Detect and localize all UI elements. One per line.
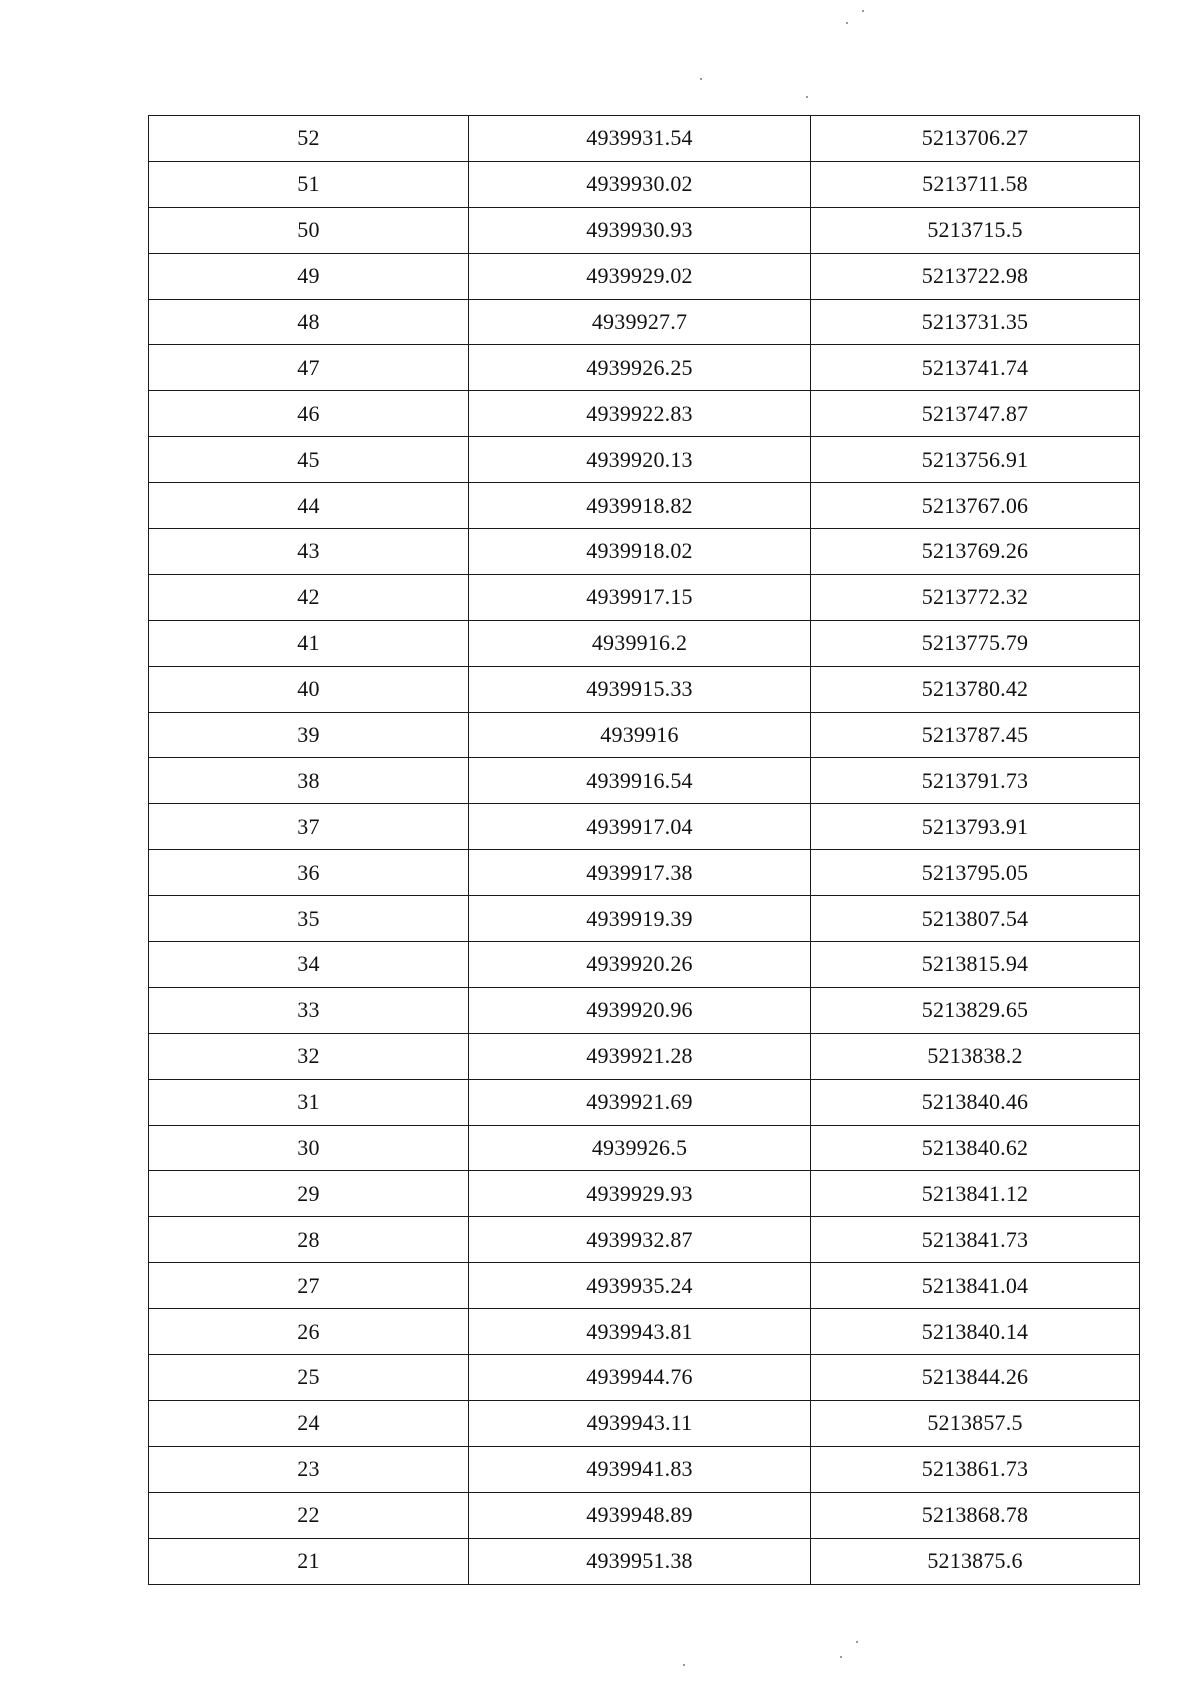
x-coordinate-cell: 4939943.11 (469, 1400, 811, 1446)
point-number-cell: 47 (149, 345, 469, 391)
point-number-cell: 27 (149, 1263, 469, 1309)
table-row (149, 207, 1140, 253)
point-number-cell: 52 (149, 116, 469, 162)
table-row (149, 253, 1140, 299)
point-number-cell: 51 (149, 161, 469, 207)
table-row (149, 1171, 1140, 1217)
point-number-cell: 28 (149, 1217, 469, 1263)
y-coordinate-cell: 5213815.94 (811, 942, 1140, 988)
point-number-cell: 22 (149, 1492, 469, 1538)
y-coordinate-cell: 5213787.45 (811, 712, 1140, 758)
point-number-cell: 23 (149, 1446, 469, 1492)
y-coordinate-cell: 5213857.5 (811, 1400, 1140, 1446)
x-coordinate-cell: 4939931.54 (469, 116, 811, 162)
x-coordinate-cell: 4939917.15 (469, 574, 811, 620)
x-coordinate-cell: 4939921.69 (469, 1079, 811, 1125)
x-coordinate-cell: 4939920.13 (469, 437, 811, 483)
point-number-cell: 45 (149, 437, 469, 483)
x-coordinate-cell: 4939951.38 (469, 1538, 811, 1584)
y-coordinate-cell: 5213731.35 (811, 299, 1140, 345)
y-coordinate-cell: 5213841.73 (811, 1217, 1140, 1263)
y-coordinate-cell: 5213795.05 (811, 850, 1140, 896)
x-coordinate-cell: 4939918.82 (469, 483, 811, 529)
y-coordinate-cell: 5213722.98 (811, 253, 1140, 299)
table-row (149, 987, 1140, 1033)
y-coordinate-cell: 5213807.54 (811, 896, 1140, 942)
point-number-cell: 34 (149, 942, 469, 988)
x-coordinate-cell: 4939919.39 (469, 896, 811, 942)
table-row (149, 1217, 1140, 1263)
point-number-cell: 43 (149, 529, 469, 575)
y-coordinate-cell: 5213791.73 (811, 758, 1140, 804)
point-number-cell: 41 (149, 620, 469, 666)
x-coordinate-cell: 4939918.02 (469, 529, 811, 575)
table-row (149, 1492, 1140, 1538)
table-row (149, 437, 1140, 483)
y-coordinate-cell: 5213829.65 (811, 987, 1140, 1033)
point-number-cell: 48 (149, 299, 469, 345)
scan-speck (846, 22, 848, 24)
y-coordinate-cell: 5213769.26 (811, 529, 1140, 575)
y-coordinate-cell: 5213772.32 (811, 574, 1140, 620)
table-row (149, 758, 1140, 804)
x-coordinate-cell: 4939917.38 (469, 850, 811, 896)
table-row (149, 1355, 1140, 1401)
table-row (149, 161, 1140, 207)
table-row (149, 1125, 1140, 1171)
table-row (149, 620, 1140, 666)
x-coordinate-cell: 4939920.26 (469, 942, 811, 988)
point-number-cell: 49 (149, 253, 469, 299)
table-row (149, 574, 1140, 620)
point-number-cell: 50 (149, 207, 469, 253)
y-coordinate-cell: 5213844.26 (811, 1355, 1140, 1401)
table-row (149, 1400, 1140, 1446)
point-number-cell: 29 (149, 1171, 469, 1217)
table-row (149, 896, 1140, 942)
x-coordinate-cell: 4939932.87 (469, 1217, 811, 1263)
table-row (149, 804, 1140, 850)
x-coordinate-cell: 4939920.96 (469, 987, 811, 1033)
x-coordinate-cell: 4939927.7 (469, 299, 811, 345)
y-coordinate-cell: 5213861.73 (811, 1446, 1140, 1492)
x-coordinate-cell: 4939916.2 (469, 620, 811, 666)
y-coordinate-cell: 5213840.14 (811, 1309, 1140, 1355)
scan-speck (806, 96, 808, 98)
table-row (149, 712, 1140, 758)
point-number-cell: 24 (149, 1400, 469, 1446)
point-number-cell: 35 (149, 896, 469, 942)
table-row (149, 1446, 1140, 1492)
point-number-cell: 37 (149, 804, 469, 850)
y-coordinate-cell: 5213840.62 (811, 1125, 1140, 1171)
x-coordinate-cell: 4939929.02 (469, 253, 811, 299)
point-number-cell: 40 (149, 666, 469, 712)
x-coordinate-cell: 4939935.24 (469, 1263, 811, 1309)
table-row (149, 1309, 1140, 1355)
x-coordinate-cell: 4939916 (469, 712, 811, 758)
x-coordinate-cell: 4939926.5 (469, 1125, 811, 1171)
x-coordinate-cell: 4939948.89 (469, 1492, 811, 1538)
y-coordinate-cell: 5213706.27 (811, 116, 1140, 162)
y-coordinate-cell: 5213780.42 (811, 666, 1140, 712)
x-coordinate-cell: 4939922.83 (469, 391, 811, 437)
table-row (149, 345, 1140, 391)
point-number-cell: 30 (149, 1125, 469, 1171)
table-row (149, 1079, 1140, 1125)
point-number-cell: 36 (149, 850, 469, 896)
point-number-cell: 32 (149, 1033, 469, 1079)
y-coordinate-cell: 5213868.78 (811, 1492, 1140, 1538)
y-coordinate-cell: 5213747.87 (811, 391, 1140, 437)
table-row (149, 483, 1140, 529)
point-number-cell: 39 (149, 712, 469, 758)
coordinates-table-body (149, 116, 1140, 1585)
y-coordinate-cell: 5213756.91 (811, 437, 1140, 483)
x-coordinate-cell: 4939930.93 (469, 207, 811, 253)
y-coordinate-cell: 5213841.12 (811, 1171, 1140, 1217)
table-row (149, 299, 1140, 345)
y-coordinate-cell: 5213793.91 (811, 804, 1140, 850)
y-coordinate-cell: 5213840.46 (811, 1079, 1140, 1125)
table-row (149, 1263, 1140, 1309)
x-coordinate-cell: 4939929.93 (469, 1171, 811, 1217)
x-coordinate-cell: 4939921.28 (469, 1033, 811, 1079)
table-row (149, 1033, 1140, 1079)
coordinates-table (148, 115, 1140, 1585)
point-number-cell: 21 (149, 1538, 469, 1584)
x-coordinate-cell: 4939941.83 (469, 1446, 811, 1492)
table-row (149, 529, 1140, 575)
x-coordinate-cell: 4939944.76 (469, 1355, 811, 1401)
y-coordinate-cell: 5213775.79 (811, 620, 1140, 666)
table-row (149, 850, 1140, 896)
point-number-cell: 42 (149, 574, 469, 620)
scan-speck (683, 1664, 685, 1666)
point-number-cell: 44 (149, 483, 469, 529)
y-coordinate-cell: 5213741.74 (811, 345, 1140, 391)
table-row (149, 942, 1140, 988)
x-coordinate-cell: 4939943.81 (469, 1309, 811, 1355)
x-coordinate-cell: 4939916.54 (469, 758, 811, 804)
x-coordinate-cell: 4939917.04 (469, 804, 811, 850)
y-coordinate-cell: 5213767.06 (811, 483, 1140, 529)
scan-speck (862, 10, 864, 12)
point-number-cell: 25 (149, 1355, 469, 1401)
point-number-cell: 46 (149, 391, 469, 437)
point-number-cell: 31 (149, 1079, 469, 1125)
x-coordinate-cell: 4939915.33 (469, 666, 811, 712)
table-row (149, 1538, 1140, 1584)
table-row (149, 116, 1140, 162)
point-number-cell: 33 (149, 987, 469, 1033)
y-coordinate-cell: 5213715.5 (811, 207, 1140, 253)
table-row (149, 666, 1140, 712)
y-coordinate-cell: 5213711.58 (811, 161, 1140, 207)
y-coordinate-cell: 5213838.2 (811, 1033, 1140, 1079)
scan-speck (856, 1641, 858, 1643)
point-number-cell: 26 (149, 1309, 469, 1355)
y-coordinate-cell: 5213841.04 (811, 1263, 1140, 1309)
table-row (149, 391, 1140, 437)
scan-speck (700, 78, 702, 80)
point-number-cell: 38 (149, 758, 469, 804)
scan-speck (840, 1656, 842, 1658)
x-coordinate-cell: 4939926.25 (469, 345, 811, 391)
y-coordinate-cell: 5213875.6 (811, 1538, 1140, 1584)
x-coordinate-cell: 4939930.02 (469, 161, 811, 207)
